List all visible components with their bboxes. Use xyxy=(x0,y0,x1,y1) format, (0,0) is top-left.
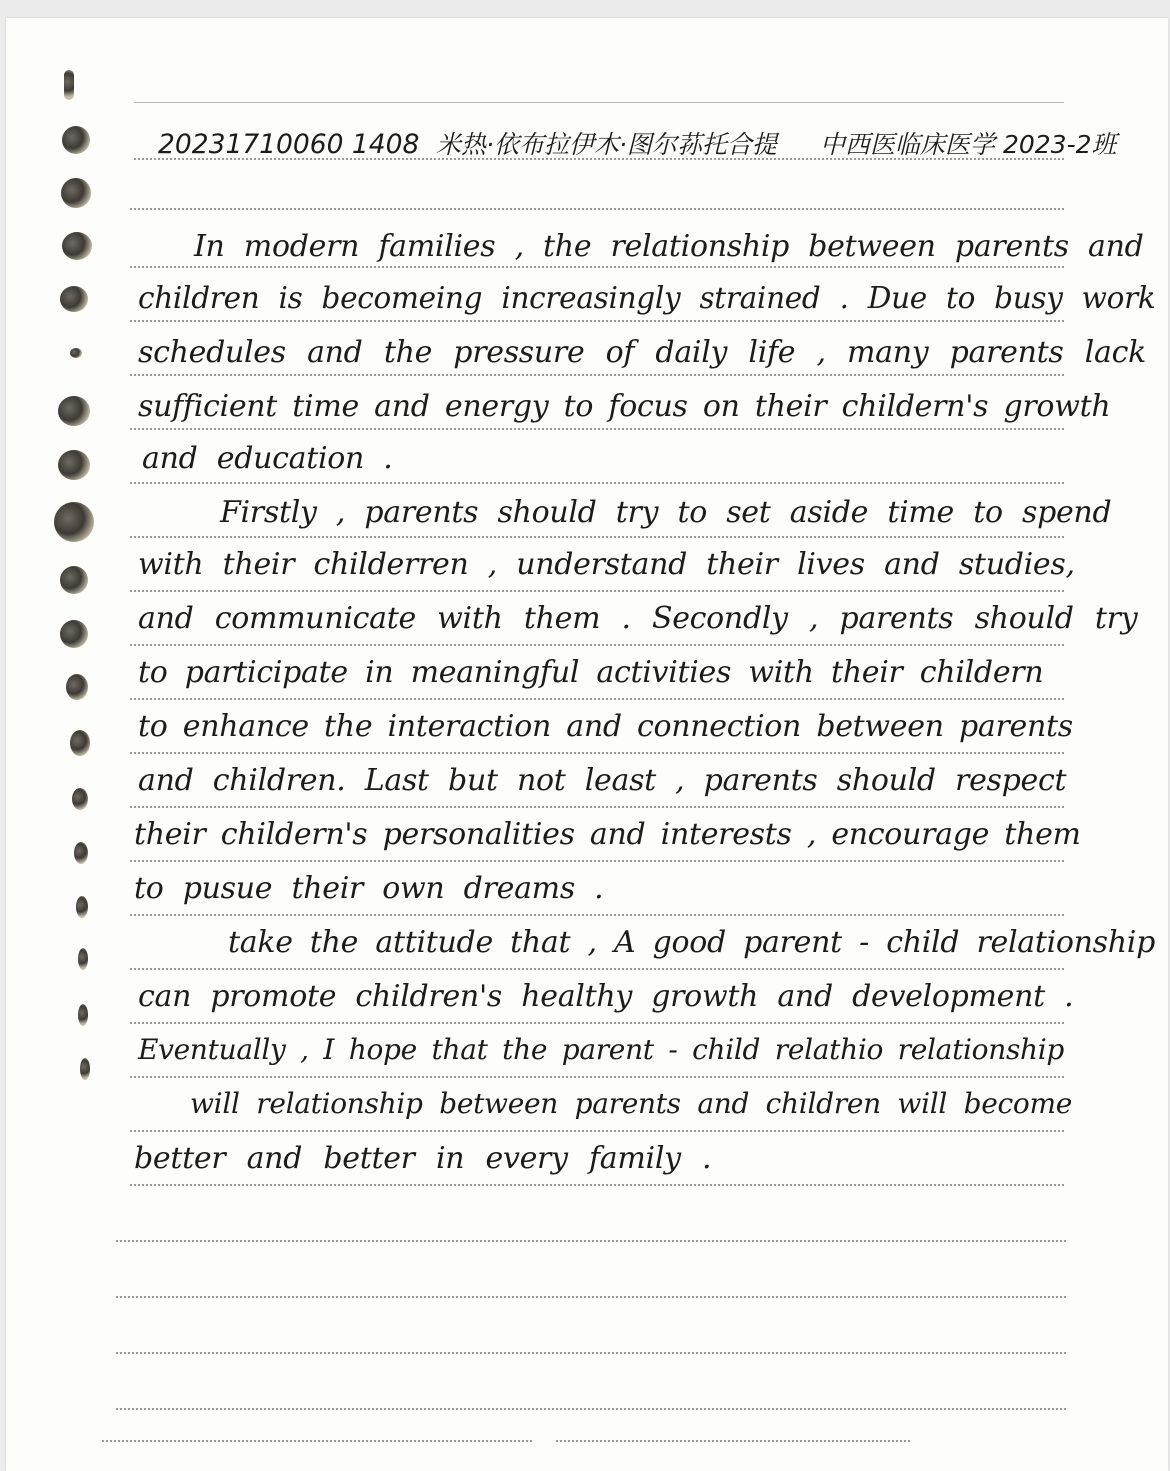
essay-line: schedules and the pressure of daily life , many parents lack xyxy=(138,335,1146,370)
ruled-line xyxy=(130,374,1064,376)
notebook-page xyxy=(6,18,1168,1471)
binding-hole xyxy=(60,566,88,594)
ruled-line xyxy=(130,1184,1064,1186)
essay-line: to participate in meaningful activities with their childern xyxy=(138,655,1044,690)
binding-hole xyxy=(72,788,88,810)
essay-line: In modern families , the relationship between parents and xyxy=(194,229,1144,264)
class-info: 中西医临床医学 2023-2班 xyxy=(820,130,1117,159)
binding-hole xyxy=(66,674,88,700)
ruled-line xyxy=(130,806,1064,808)
essay-line: and education . xyxy=(142,441,393,476)
binding-hole xyxy=(60,286,88,312)
binding-hole xyxy=(64,70,74,100)
essay-line: can promote children's healthy growth and development . xyxy=(138,979,1074,1014)
ruled-line xyxy=(130,1076,1064,1078)
binding-hole xyxy=(78,1004,88,1026)
ruled-line xyxy=(102,1440,532,1442)
ruled-line xyxy=(130,1130,1064,1132)
ruled-line xyxy=(130,428,1064,430)
binding-hole xyxy=(61,178,91,208)
ruled-line xyxy=(556,1440,910,1442)
ruled-line xyxy=(130,698,1064,700)
binding-holes xyxy=(6,18,116,1471)
student-id: 20231710060 1408 xyxy=(158,129,420,160)
essay-line: and children. Last but not least , parents should respect xyxy=(138,763,1067,798)
essay-line: and communicate with them . Secondly , parents should try xyxy=(138,601,1138,636)
ruled-line xyxy=(116,1408,1066,1410)
top-rule xyxy=(134,102,1064,103)
ruled-line xyxy=(130,536,1064,538)
binding-hole xyxy=(62,232,92,260)
ruled-line xyxy=(130,320,1064,322)
essay-line: sufficient time and energy to focus on their childern's growth xyxy=(138,389,1111,424)
ruled-line xyxy=(130,482,1064,484)
binding-hole xyxy=(78,948,88,970)
ruled-line xyxy=(130,914,1064,916)
essay-line: to pusue their own dreams . xyxy=(134,871,604,906)
binding-hole xyxy=(58,450,90,480)
binding-hole xyxy=(62,126,90,154)
essay-line: will relationship between parents and children will become xyxy=(190,1087,1073,1120)
essay-line: children is becomeing increasingly strained . Due to busy work xyxy=(138,281,1156,315)
ruled-line xyxy=(130,860,1064,862)
essay-line: with their childerren , understand their lives and studies, xyxy=(138,547,1075,582)
ruled-line xyxy=(116,1240,1066,1242)
ruled-line xyxy=(130,644,1064,646)
essay-line: their childern's personalities and interests , encourage them xyxy=(134,817,1081,852)
essay-line: to enhance the interaction and connection between parents xyxy=(138,709,1073,744)
ruled-line xyxy=(116,1296,1066,1298)
binding-hole xyxy=(80,1058,90,1080)
ruled-line xyxy=(116,1352,1066,1354)
essay-line: Eventually , I hope that the parent - child relathio relationship xyxy=(138,1033,1065,1066)
header-rule xyxy=(134,158,1064,160)
essay-line: better and better in every family . xyxy=(134,1141,712,1176)
student-name: 米热·依布拉伊木·图尔荪托合提 xyxy=(436,130,777,159)
ruled-line xyxy=(130,752,1064,754)
ruled-line xyxy=(130,590,1064,592)
ruled-line xyxy=(130,266,1064,268)
ruled-line xyxy=(130,968,1064,970)
binding-hole xyxy=(58,396,90,426)
binding-hole xyxy=(60,620,88,648)
binding-hole xyxy=(74,842,88,864)
essay-line: Firstly , parents should try to set aside time to spend xyxy=(220,495,1112,530)
binding-hole xyxy=(76,896,88,918)
binding-hole xyxy=(70,348,82,358)
essay-line: take the attitude that , A good parent - child relationship xyxy=(228,925,1155,960)
ruled-line xyxy=(130,1022,1064,1024)
ruled-line xyxy=(130,208,1064,210)
binding-hole xyxy=(54,502,94,542)
binding-hole xyxy=(70,730,90,756)
